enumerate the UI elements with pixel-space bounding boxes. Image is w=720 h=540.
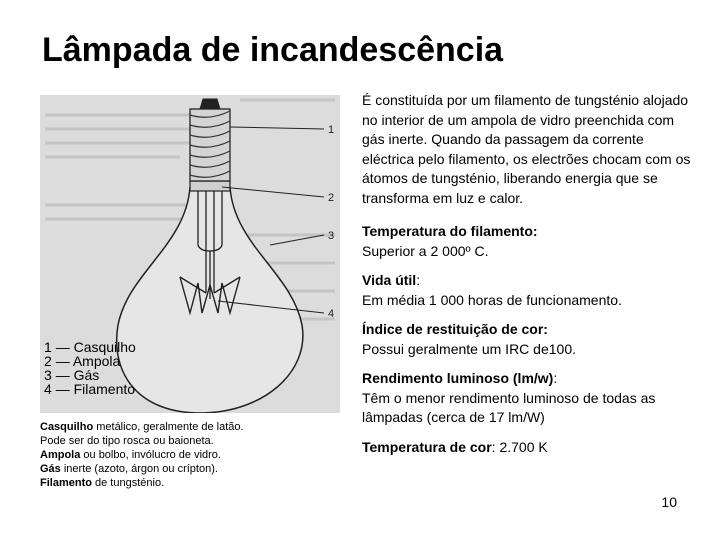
legend-number: 3 xyxy=(44,367,52,383)
legend-number: 1 xyxy=(44,339,52,355)
legend-label: Gás xyxy=(73,367,100,383)
legend-dash: — xyxy=(55,367,70,383)
section-useful-life xyxy=(362,271,692,310)
diagram-number-3: 3 xyxy=(328,230,335,242)
section-heading: Vida útil xyxy=(362,272,417,288)
legend-dash: — xyxy=(55,381,70,397)
intro-paragraph: É constituída por um filamento de tungsténio alojado no interior de um ampola de vidro preenchida com gás inerte. Quando da passagem da corrente eléctrica pelo filamento, os electrões chocam com os átomos de tungsténio, liberando energia que se transforma em luz e calor. xyxy=(362,92,691,206)
legend-dash: — xyxy=(55,339,70,355)
caption-text: de tungsténio. xyxy=(91,477,165,489)
section-heading: Temperatura de cor xyxy=(362,438,492,455)
section-heading: Temperatura do filamento: xyxy=(362,223,538,239)
section-filament-temperature xyxy=(362,222,692,261)
legend-label: Ampola xyxy=(72,353,121,369)
caption-term: Filamento xyxy=(40,477,92,489)
caption-line xyxy=(40,420,340,434)
diagram-number-4: 4 xyxy=(328,308,335,320)
description-column xyxy=(362,91,692,467)
legend-item xyxy=(44,368,194,382)
legend-item xyxy=(44,354,194,368)
caption-line xyxy=(40,462,340,476)
legend-item xyxy=(44,340,194,354)
section-text: Possui geralmente um IRC de100. xyxy=(362,340,576,357)
section-suffix: : 2.700 K xyxy=(491,438,548,455)
legend-item xyxy=(44,382,194,396)
caption-text: inerte (azoto, árgon ou crípton). xyxy=(60,463,218,475)
diagram-number-2: 2 xyxy=(328,192,335,204)
caption-text: metálico, geralmente de latão. xyxy=(93,421,244,433)
section-suffix: : xyxy=(553,370,558,386)
bulb-neck xyxy=(190,181,230,191)
section-color-temperature xyxy=(362,438,692,458)
slide-title: Lâmpada de incandescência xyxy=(42,31,504,69)
legend-number: 2 xyxy=(44,353,52,369)
caption-line xyxy=(40,434,340,448)
legend-label: Casquilho xyxy=(73,339,136,355)
caption-term: Casquilho xyxy=(40,421,94,433)
caption-line xyxy=(40,476,340,490)
legend-label: Filamento xyxy=(73,381,136,397)
caption-term: Gás xyxy=(40,463,61,475)
caption-line xyxy=(40,448,340,462)
figure-caption xyxy=(40,420,340,490)
caption-text: ou bolbo, invólucro de vidro. xyxy=(80,449,221,461)
section-suffix: : xyxy=(416,272,421,288)
section-text: Têm o menor rendimento luminoso de todas as lâmpadas (cerca de 17 lm/W) xyxy=(362,389,656,425)
section-luminous-efficacy xyxy=(362,369,692,428)
legend-dash: — xyxy=(55,353,70,369)
diagram-number-1: 1 xyxy=(328,124,335,136)
caption-term: Ampola xyxy=(40,449,81,461)
figure-legend xyxy=(44,340,194,396)
section-color-rendering xyxy=(362,320,692,359)
section-heading: Rendimento luminoso (lm/w) xyxy=(362,370,554,386)
screw-base xyxy=(190,99,230,181)
section-text: Em média 1 000 horas de funcionamento. xyxy=(362,291,622,308)
page-number: 10 xyxy=(661,494,677,510)
legend-number: 4 xyxy=(44,381,52,397)
caption-text: Pode ser do tipo rosca ou baioneta. xyxy=(40,435,214,447)
section-text: Superior a 2 000º C. xyxy=(362,242,489,259)
section-heading: Índice de restituição de cor: xyxy=(362,321,548,337)
